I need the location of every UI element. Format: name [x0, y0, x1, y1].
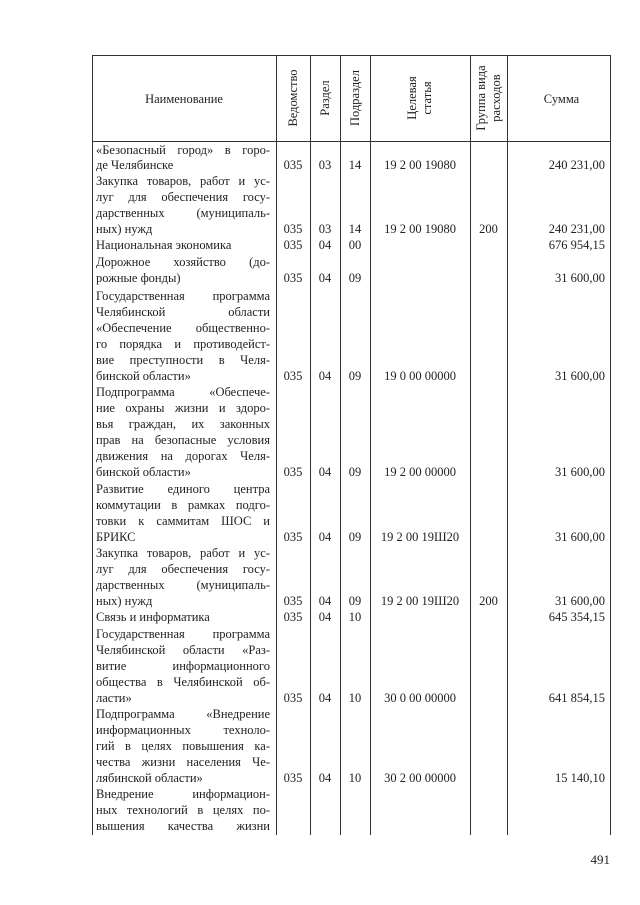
header-gruppa-line1: Группа вида	[474, 65, 488, 131]
row-name-line: коммутации в рамках подго-	[96, 498, 270, 512]
row-razdel: 03	[318, 158, 332, 172]
row-name-line: Подпрограмма «Внедрение	[96, 707, 270, 721]
row-name-line: Национальная экономика	[96, 238, 232, 252]
row-name-line: гий в целях повышения ка-	[96, 739, 270, 753]
row-celevaya: 19 0 00 00000	[384, 369, 456, 383]
row-podrazdel: 10	[348, 771, 362, 785]
row-podrazdel: 09	[348, 271, 362, 285]
row-podrazdel: 09	[348, 369, 362, 383]
row-celevaya: 19 2 00 19Ш20	[380, 530, 460, 544]
row-name-line: Государственная программа	[96, 289, 270, 303]
row-name-line: Подпрограмма «Обеспече-	[96, 385, 270, 399]
header-gruppa-line2: расходов	[489, 74, 503, 122]
row-name-line: «Обеспечение общественно-	[96, 321, 270, 335]
row-name-line: «Безопасный город» в горо-	[96, 143, 270, 157]
header-razdel: Раздел	[318, 80, 332, 116]
row-razdel: 04	[318, 271, 332, 285]
row-name-line: лябинской области»	[96, 771, 203, 785]
row-podrazdel: 14	[348, 222, 362, 236]
row-podrazdel: 09	[348, 465, 362, 479]
row-razdel: 04	[318, 771, 332, 785]
row-name-line: бинской области»	[96, 369, 191, 383]
row-summa: 31 600,00	[555, 465, 605, 479]
row-name-line: го порядка и противодейст-	[96, 337, 270, 351]
row-summa: 31 600,00	[555, 369, 605, 383]
row-name-line: бинской области»	[96, 465, 191, 479]
row-summa: 676 954,15	[548, 238, 605, 252]
row-name-line: товки к саммитам ШОС и	[96, 514, 270, 528]
row-razdel: 04	[318, 238, 332, 252]
row-name-line: Связь и информатика	[96, 610, 210, 624]
row-celevaya: 30 2 00 00000	[384, 771, 456, 785]
row-vedomstvo: 035	[283, 238, 303, 252]
row-summa: 31 600,00	[555, 594, 605, 608]
row-vedomstvo: 035	[283, 610, 303, 624]
row-name-line: Закупка товаров, работ и ус-	[96, 546, 270, 560]
row-celevaya: 19 2 00 19Ш20	[380, 594, 460, 608]
row-name-line: Государственная программа	[96, 627, 270, 641]
row-summa: 645 354,15	[548, 610, 605, 624]
row-celevaya: 19 2 00 00000	[384, 465, 456, 479]
row-podrazdel: 10	[348, 691, 362, 705]
row-summa: 31 600,00	[555, 530, 605, 544]
row-razdel: 04	[318, 610, 332, 624]
row-razdel: 03	[318, 222, 332, 236]
row-razdel: 04	[318, 369, 332, 383]
row-vedomstvo: 035	[283, 691, 303, 705]
row-vedomstvo: 035	[283, 158, 303, 172]
row-name-line: луг для обеспечения госу-	[96, 562, 270, 576]
row-name-line: вие преступности в Челя-	[96, 353, 270, 367]
row-podrazdel: 14	[348, 158, 362, 172]
row-name-line: витие информационного	[96, 659, 270, 673]
header-celevaya-line2: статья	[420, 81, 434, 115]
row-name-line: Развитие единого центра	[96, 482, 270, 496]
row-razdel: 04	[318, 530, 332, 544]
row-podrazdel: 00	[348, 238, 362, 252]
row-name-line: чества жизни населения Че-	[96, 755, 270, 769]
row-name-line: информационных техноло-	[96, 723, 270, 737]
row-name-line: вья граждан, их законных	[96, 417, 270, 431]
row-name-line: БРИКС	[96, 530, 136, 544]
row-vedomstvo: 035	[283, 369, 303, 383]
row-summa: 15 140,10	[555, 771, 605, 785]
row-summa: 240 231,00	[548, 222, 605, 236]
row-podrazdel: 10	[348, 610, 362, 624]
row-celevaya: 19 2 00 19080	[384, 158, 456, 172]
row-name-line: движения на дорогах Челя-	[96, 449, 270, 463]
row-razdel: 04	[318, 594, 332, 608]
row-celevaya: 30 0 00 00000	[384, 691, 456, 705]
row-name-line: Челябинской области	[96, 305, 270, 319]
row-name-line: общества в Челябинской об-	[96, 675, 270, 689]
header-name: Наименование	[145, 92, 223, 106]
row-podrazdel: 09	[348, 530, 362, 544]
row-name-line: ных) нужд	[96, 594, 153, 608]
row-vedomstvo: 035	[283, 222, 303, 236]
row-vedomstvo: 035	[283, 530, 303, 544]
row-name-line: прав на безопасные условия	[96, 433, 270, 447]
header-podrazdel: Подраздел	[348, 70, 362, 126]
row-name-line: ние охраны жизни и здоро-	[96, 401, 270, 415]
row-name-line: Закупка товаров, работ и ус-	[96, 174, 270, 188]
row-summa: 31 600,00	[555, 271, 605, 285]
row-summa: 641 854,15	[548, 691, 605, 705]
row-vedomstvo: 035	[283, 271, 303, 285]
row-name-line: ласти»	[96, 691, 132, 705]
header-vedomstvo: Ведомство	[286, 69, 300, 127]
row-name-line: луг для обеспечения госу-	[96, 190, 270, 204]
row-name-line: вышения качества жизни	[96, 819, 270, 833]
row-gruppa: 200	[479, 594, 498, 608]
header-summa: Сумма	[543, 92, 580, 106]
row-name-line: рожные фонды)	[96, 271, 181, 285]
row-razdel: 04	[318, 465, 332, 479]
header-celevaya-line1: Целевая	[405, 76, 419, 120]
row-name-line: ных) нужд	[96, 222, 153, 236]
row-vedomstvo: 035	[283, 771, 303, 785]
row-name-line: дарственных (муниципаль-	[96, 578, 270, 592]
row-name-line: ных технологий в целях по-	[96, 803, 270, 817]
row-razdel: 04	[318, 691, 332, 705]
page-number: 491	[590, 852, 610, 867]
row-name-line: Дорожное хозяйство (до-	[96, 255, 270, 269]
row-name-line: Челябинской области «Раз-	[96, 643, 270, 657]
row-podrazdel: 09	[348, 594, 362, 608]
row-vedomstvo: 035	[283, 465, 303, 479]
row-name-line: де Челябинске	[96, 158, 174, 172]
row-celevaya: 19 2 00 19080	[384, 222, 456, 236]
row-gruppa: 200	[479, 222, 498, 236]
row-summa: 240 231,00	[548, 158, 605, 172]
row-name-line: дарственных (муниципаль-	[96, 206, 270, 220]
row-name-line: Внедрение информацион-	[96, 787, 270, 801]
row-vedomstvo: 035	[283, 594, 303, 608]
